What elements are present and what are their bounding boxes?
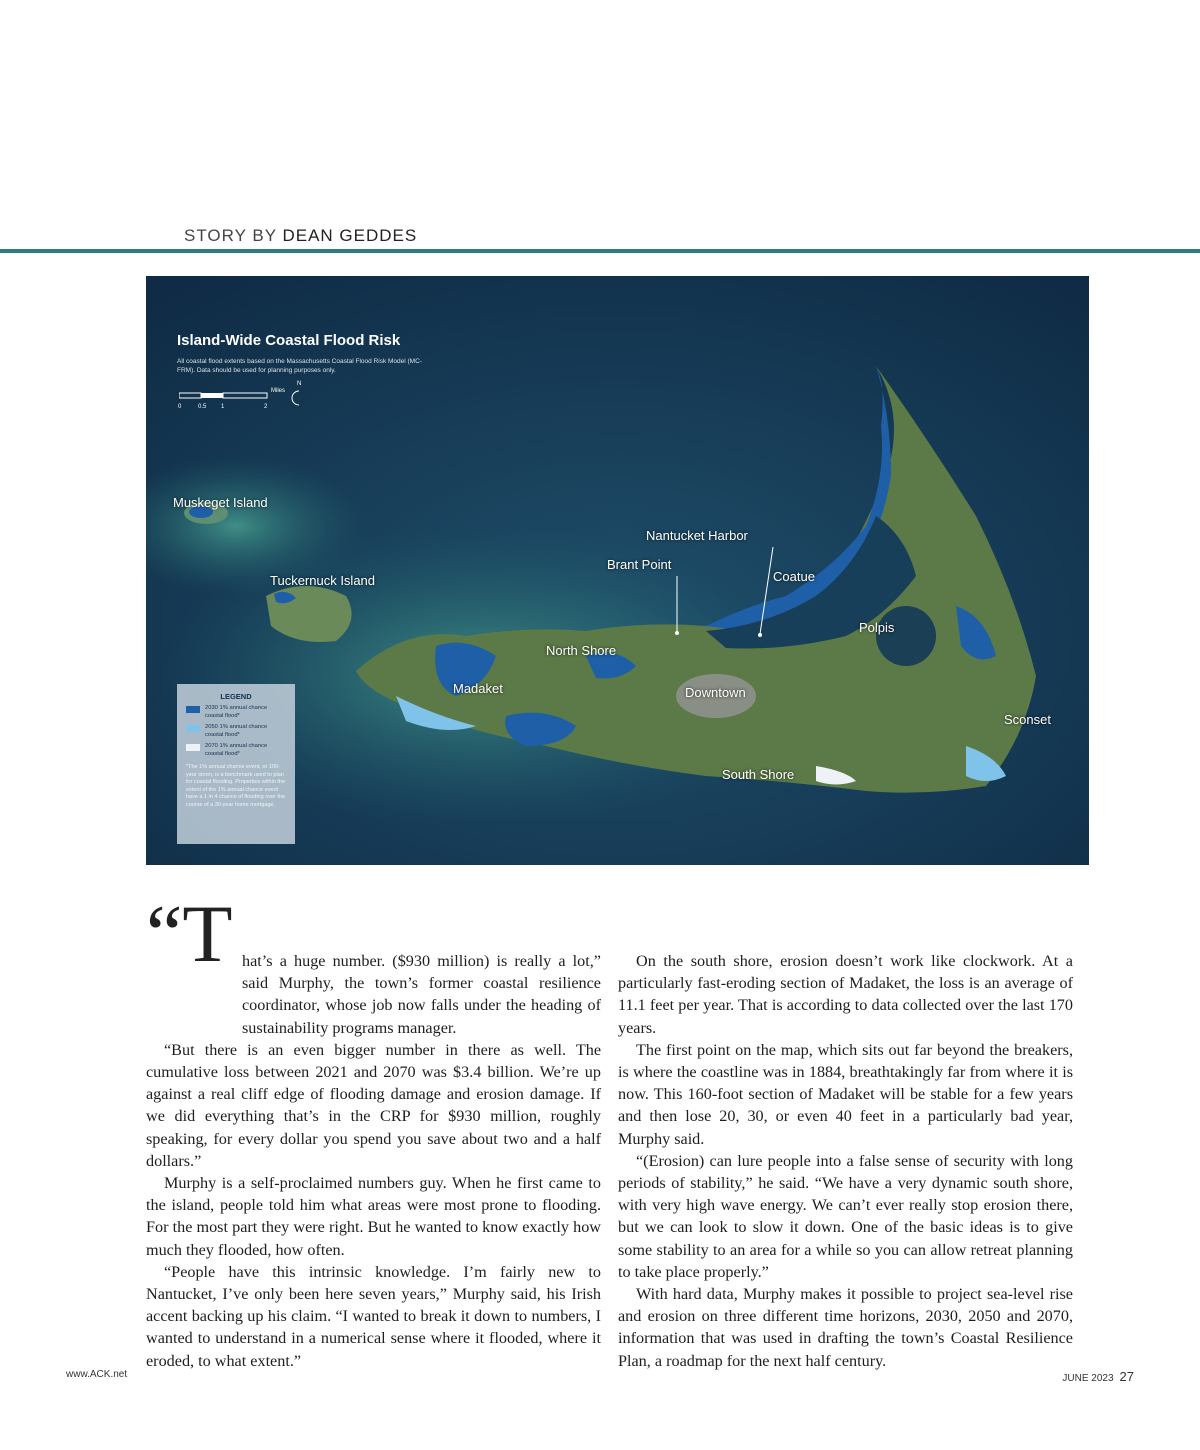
- paragraph: “People have this intrinsic knowledge. I’m fairly new to Nantucket, I’ve only been here seven years,” Murphy said, his Irish accent backing up his claim. “I wanted to break it down to numbers, I wanted to understand in a numerical sense where it flooded, where it eroded, to what extent.”: [146, 1262, 601, 1370]
- paragraph: “But there is an even bigger number in there as well. The cumulative loss between 2021 and 2070 was $3.4 billion. We’re up against a real cliff edge of flooding damage and erosion damage. If we did everything that’s in the CRP for $930 million, roughly speaking, for every dollar you spend you save about two and a half dollars.”: [146, 1040, 601, 1170]
- label-downtown: Downtown: [685, 685, 746, 700]
- legend-title: LEGEND: [220, 692, 252, 701]
- footer-date: JUNE 2023: [1062, 1373, 1114, 1384]
- flood-risk-map: [146, 276, 1089, 865]
- north-arrow-icon: N: [297, 381, 302, 387]
- label-coatue: Coatue: [773, 569, 815, 584]
- legend-label-2030: 2030 1% annual chance coastal flood*: [205, 705, 268, 719]
- label-brant-point: Brant Point: [607, 557, 672, 572]
- map-title: Island-Wide Coastal Flood Risk: [177, 332, 401, 349]
- brant-point-marker: [675, 631, 679, 635]
- harbor-marker: [758, 633, 762, 637]
- pond: [876, 606, 936, 666]
- header-rule: [0, 249, 1200, 253]
- drop-cap: “T: [146, 888, 233, 979]
- label-polpis: Polpis: [859, 620, 895, 635]
- label-south-shore: South Shore: [722, 767, 795, 782]
- paragraph: Murphy is a self-proclaimed numbers guy. When he first came to the island, people told him what areas were most prone to flooding. For the most part they were right. But he wanted to know exactly how much they flooded, how often.: [146, 1174, 601, 1259]
- legend-note: *The 1% annual chance event, or 100-year storm, is a benchmark used to plan for coastal flooding. Properties within the extent of the 1% annual chance event have a 1 in 4 chance of flooding over the course of a 30-year home mortgage.: [186, 764, 286, 808]
- paragraph: With hard data, Murphy makes it possible to project sea-level rise and erosion on three different time horizons, 2030, 2050 and 2070, information that was used in drafting the town’s Coastal Resilience Plan, a roadmap for the next half century.: [618, 1285, 1073, 1370]
- legend-label-2070: 2070 1% annual chance coastal flood*: [205, 743, 268, 757]
- label-madaket: Madaket: [453, 681, 503, 696]
- scale-unit: Miles: [271, 388, 286, 394]
- legend-item-2070: [186, 743, 295, 758]
- paragraph: hat’s a huge number. ($930 million) is really a lot,” said Murphy, the town’s former coastal resilience coordinator, whose job now falls under the heading of sustainability programs manager.: [242, 952, 601, 1037]
- label-tuckernuck: Tuckernuck Island: [270, 573, 376, 588]
- footer-site: www.ACK.net: [66, 1369, 128, 1380]
- legend-swatch-2030: [186, 706, 200, 713]
- page-number: 27: [1119, 1369, 1134, 1384]
- label-sconset: Sconset: [1004, 712, 1051, 727]
- legend-swatch-2050: [186, 725, 200, 732]
- paragraph: “(Erosion) can lure people into a false sense of security with long periods of stability,” he said. “We have a very dynamic south shore, with very high wave energy. We can’t ever really stop erosion there, but we can look to slow it down. One of the basic ideas is to give some stability to an area for a while so you can allow retreat planning to take place properly.”: [618, 1151, 1073, 1281]
- byline-prefix: STORY BY: [184, 226, 277, 245]
- label-nantucket-harbor: Nantucket Harbor: [646, 528, 748, 543]
- paragraph: On the south shore, erosion doesn’t work like clockwork. At a particularly fast-eroding section of Madaket, the loss is an average of 11.1 feet per year. That is according to data collected over the last 170 years.: [618, 952, 1073, 1037]
- label-north-shore: North Shore: [546, 643, 617, 658]
- byline: [184, 226, 417, 246]
- scale-tick-3: 2: [264, 404, 268, 410]
- article-column-2: [618, 950, 1073, 1372]
- legend-item-2050: [186, 724, 295, 739]
- article-column-1: [146, 950, 601, 1372]
- scale-tick-1: 0.5: [198, 404, 207, 410]
- legend-item-2030: [186, 705, 295, 720]
- paragraph: The first point on the map, which sits out far beyond the breakers, is where the coastline was in 1884, breathtakingly far from where it is now. This 160-foot section of Madaket will be stable for a few years and then lose 20, 30, or even 40 feet in a particularly bad year, Murphy said.: [618, 1040, 1073, 1148]
- legend-label-2050: 2050 1% annual chance coastal flood*: [205, 724, 268, 738]
- scale-tick-2: 1: [221, 404, 225, 410]
- label-muskeget: Muskeget Island: [173, 495, 268, 510]
- legend-swatch-2070: [186, 744, 200, 751]
- byline-author: DEAN GEDDES: [282, 226, 418, 245]
- scale-bar: [178, 381, 302, 412]
- footer-folio: [1062, 1369, 1134, 1384]
- scale-tick-0: 0: [178, 404, 182, 410]
- map-subtitle: All coastal flood extents based on the Massachusetts Coastal Flood Risk Model (MC-FRM). Data should be used for planning purposes only.: [177, 358, 422, 374]
- map-legend: [177, 684, 295, 844]
